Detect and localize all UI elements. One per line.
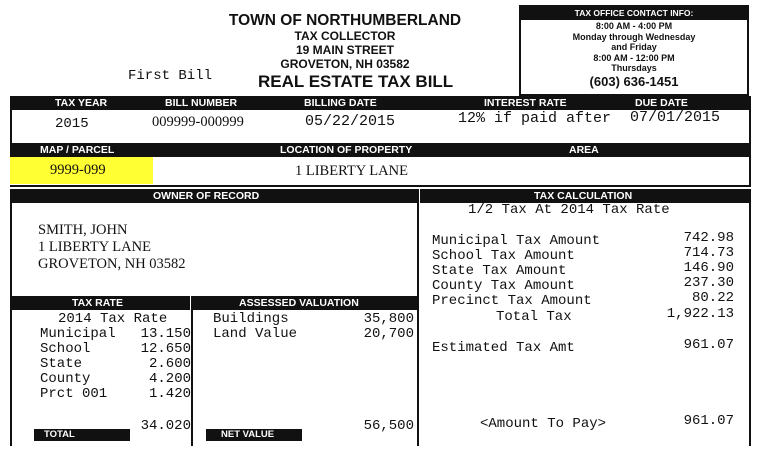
bill-type: First Bill [128, 68, 213, 84]
tax-rate-title: 2014 Tax Rate [58, 311, 168, 327]
billing-date-value: 05/22/2015 [305, 113, 396, 130]
contact-hours-3: and Friday [611, 42, 657, 52]
rate-value: 1.420 [148, 386, 191, 402]
town-name: TOWN OF NORTHUMBERLAND [228, 12, 462, 29]
total-badge [34, 429, 130, 441]
map-parcel-label: MAP / PARCEL [40, 144, 115, 156]
net-value-badge [206, 429, 302, 441]
assessed-header [193, 296, 417, 310]
bill-row-header [10, 96, 751, 110]
rate-value: 2.600 [148, 356, 191, 372]
location-value: 1 LIBERTY LANE [295, 163, 408, 179]
parcel-row-header [10, 143, 751, 157]
owner-address-2: GROVETON, NH 03582 [38, 256, 186, 272]
rate-name: Prct 001 [40, 386, 108, 402]
interest-rate-value: 12% if paid after [458, 110, 612, 127]
owner-label: OWNER OF RECORD [153, 190, 260, 202]
tax-year-label: TAX YEAR [55, 97, 108, 109]
contact-hours-2: Monday through Wednesday [572, 31, 696, 42]
total-label: TOTAL [44, 429, 75, 440]
calc-label: TAX CALCULATION [534, 190, 633, 202]
billing-date-label: BILLING DATE [304, 97, 377, 109]
rate-value: 4.200 [148, 371, 191, 387]
contact-hours-4: 8:00 AM - 12:00 PM [593, 52, 675, 63]
rate-name: Municipal [40, 326, 116, 342]
rate-name: County [40, 371, 91, 387]
rate-total-value: 34.020 [140, 418, 191, 434]
owner-address-1: 1 LIBERTY LANE [38, 239, 151, 255]
contact-heading: TAX OFFICE CONTACT INFO: [521, 7, 747, 20]
amount-to-pay-value: 961.07 [683, 413, 734, 429]
assessed-value: 35,800 [363, 311, 414, 327]
bill-number-value: 009999-000999 [152, 114, 244, 130]
assessed-name: Land Value [213, 326, 298, 342]
bill-number-label: BILL NUMBER [165, 97, 238, 109]
calc-item-name: School Tax Amount [432, 248, 575, 264]
office-city: GROVETON, NH 03582 [280, 57, 410, 71]
calc-item-value: 80.22 [691, 290, 734, 306]
rate-value: 13.150 [140, 326, 191, 342]
total-tax-label: Total Tax [496, 309, 572, 325]
calc-item-name: Precinct Tax Amount [432, 293, 592, 309]
amount-to-pay-label: <Amount To Pay> [480, 416, 607, 432]
contact-hours-5: Thursdays [611, 63, 657, 73]
tax-rate-header [10, 296, 190, 310]
rate-name: School [40, 341, 91, 357]
calc-item-value: 714.73 [683, 245, 734, 261]
calc-header [420, 189, 751, 203]
area-label: AREA [569, 144, 599, 156]
contact-box [519, 5, 749, 96]
bill-title: REAL ESTATE TAX BILL [258, 72, 454, 91]
tax-rate-label: TAX RATE [72, 297, 123, 309]
calc-item-value: 237.30 [683, 275, 734, 291]
owner-name: SMITH, JOHN [38, 222, 128, 238]
town-header [200, 12, 490, 71]
contact-hours-1: 8:00 AM - 4:00 PM [595, 21, 673, 31]
net-value-label: NET VALUE [221, 429, 275, 440]
assessed-label: ASSESSED VALUATION [239, 297, 359, 309]
office-street: 19 MAIN STREET [295, 43, 394, 57]
estimated-tax-value: 961.07 [683, 337, 734, 353]
office-name: TAX COLLECTOR [294, 29, 396, 43]
due-date-label: DUE DATE [635, 97, 688, 109]
tax-year-value: 2015 [55, 116, 89, 132]
contact-phone: (603) 636-1451 [589, 73, 679, 89]
calc-item-value: 146.90 [683, 260, 734, 276]
calc-item-name: County Tax Amount [432, 278, 575, 294]
assessed-name: Buildings [213, 311, 289, 327]
net-value-amount: 56,500 [363, 418, 414, 434]
owner-header [10, 189, 417, 203]
rate-value: 12.650 [140, 341, 191, 357]
map-parcel-value: 9999-099 [10, 157, 153, 184]
calc-item-name: State Tax Amount [432, 263, 567, 279]
calc-item-value: 742.98 [683, 230, 734, 246]
location-label: LOCATION OF PROPERTY [280, 144, 413, 156]
interest-rate-label: INTEREST RATE [484, 97, 567, 109]
estimated-tax-label: Estimated Tax Amt [432, 340, 575, 356]
calc-subtitle: 1/2 Tax At 2014 Tax Rate [468, 202, 670, 218]
calc-item-name: Municipal Tax Amount [432, 233, 601, 249]
due-date-value: 07/01/2015 [630, 109, 721, 126]
rate-name: State [40, 356, 83, 372]
assessed-value: 20,700 [363, 326, 414, 342]
total-tax-value: 1,922.13 [666, 306, 734, 322]
